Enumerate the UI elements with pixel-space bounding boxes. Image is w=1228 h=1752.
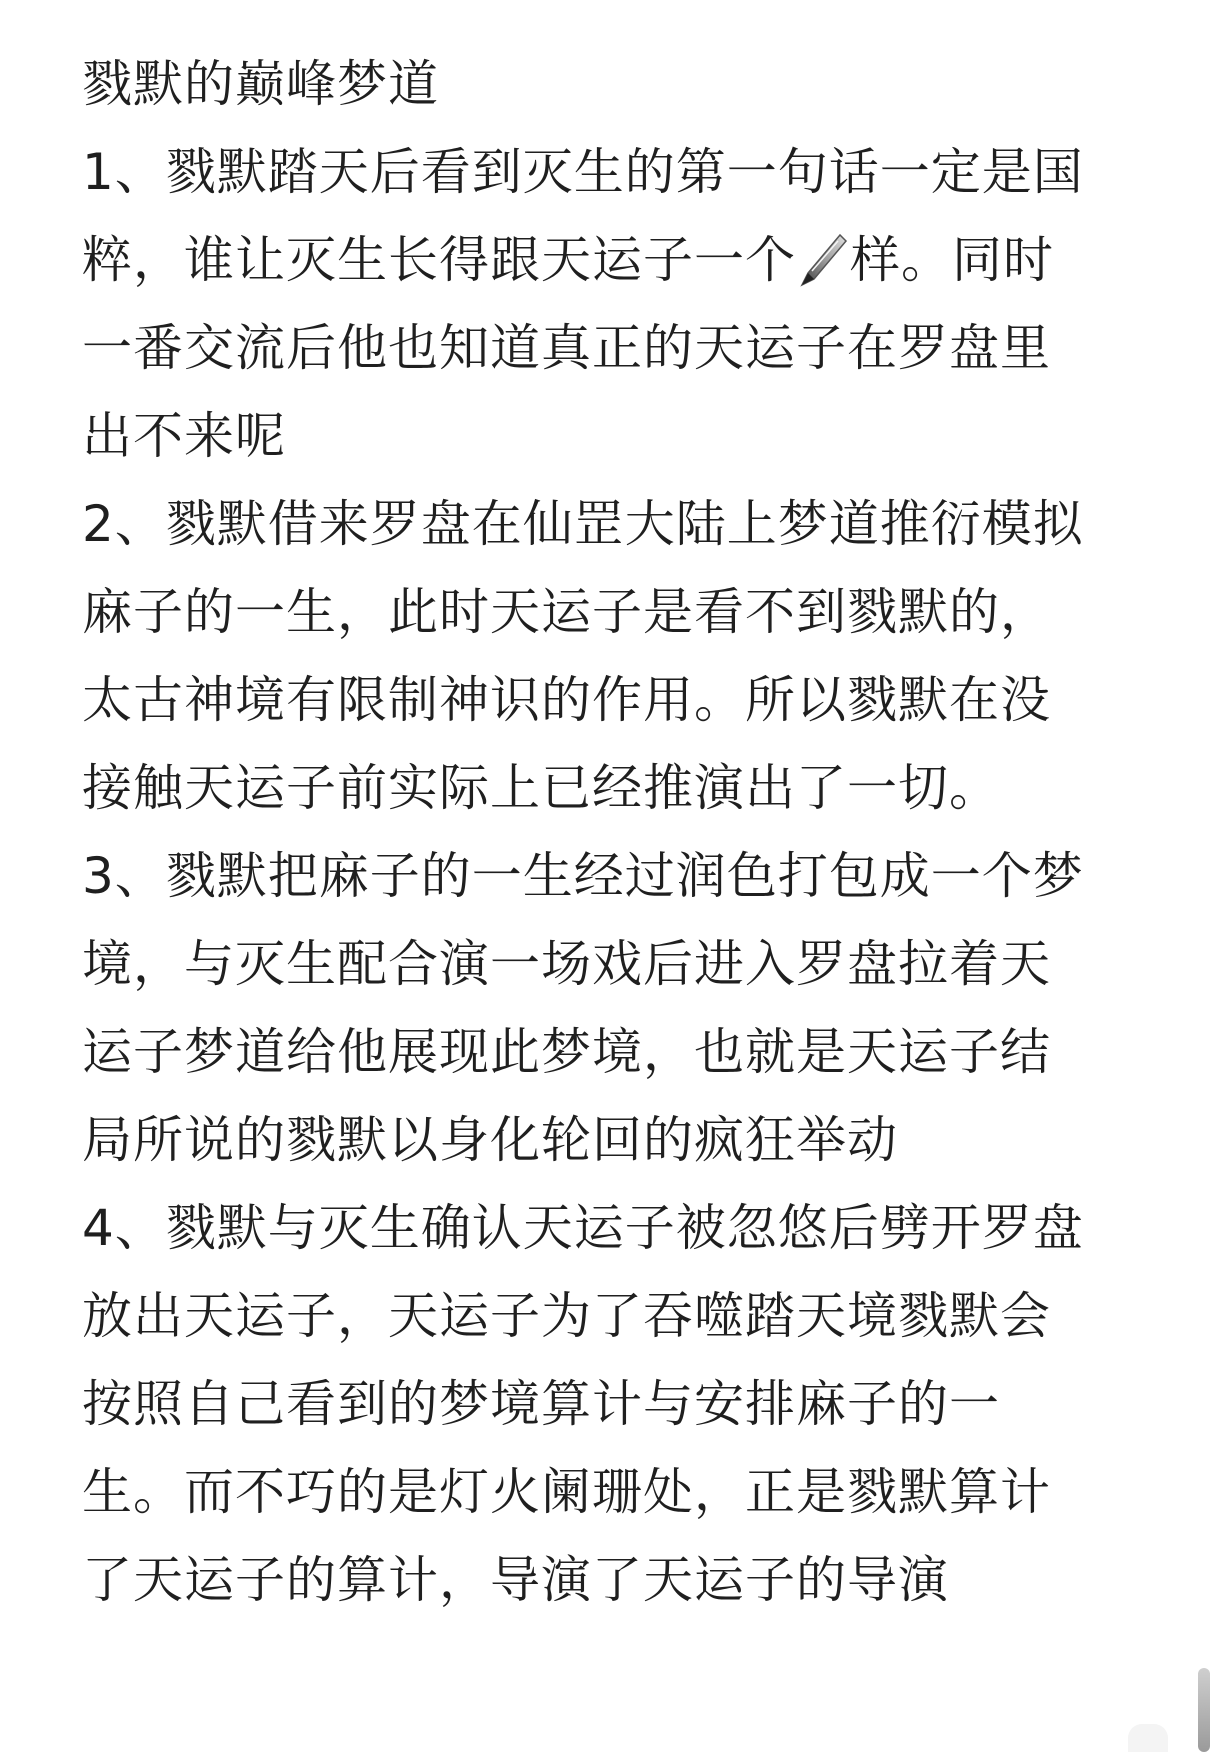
text-line: 太古神境有限制神识的作用。所以戮默在没 <box>82 671 1051 729</box>
text-line: 运子梦道给他展现此梦境，也就是天运子结 <box>82 1023 1051 1081</box>
text-segment: 粹，谁让灭生长得跟天运子一个 <box>82 231 796 289</box>
scrollbar-thumb[interactable] <box>1198 1668 1210 1752</box>
text-line: 了天运子的算计，导演了天运子的导演 <box>82 1551 949 1609</box>
text-line: 放出天运子，天运子为了吞噬踏天境戮默会 <box>82 1287 1051 1345</box>
scrollbar[interactable] <box>1198 1668 1210 1752</box>
text-line: 境，与灭生配合演一场戏后进入罗盘拉着天 <box>82 935 1051 993</box>
text-line: 按照自己看到的梦境算计与安排麻子的一 <box>82 1375 1000 1433</box>
text-segment: 样。同时 <box>850 231 1054 289</box>
document-title: 戮默的巅峰梦道 <box>82 55 439 113</box>
text-line: 3、戮默把麻子的一生经过润色打包成一个梦 <box>82 847 1084 905</box>
text-line: 麻子的一生，此时天运子是看不到戮默的， <box>82 583 1051 641</box>
text-line: 1、戮默踏天后看到灭生的第一句话一定是国 <box>82 143 1084 201</box>
text-line: 生。而不巧的是灯火阑珊处，正是戮默算计 <box>82 1463 1051 1521</box>
text-line: 4、戮默与灭生确认天运子被忽悠后劈开罗盘 <box>82 1199 1084 1257</box>
document-body <box>82 40 1144 1624</box>
text-line: 一番交流后他也知道真正的天运子在罗盘里 <box>82 319 1051 377</box>
text-line: 2、戮默借来罗盘在仙罡大陆上梦道推衍模拟 <box>82 495 1084 553</box>
pen-icon <box>798 228 848 288</box>
text-line: 出不来呢 <box>82 407 286 465</box>
corner-watermark <box>1128 1724 1168 1752</box>
text-line: 接触天运子前实际上已经推演出了一切。 <box>82 759 1000 817</box>
text-line: 局所说的戮默以身化轮回的疯狂举动 <box>82 1111 898 1169</box>
text-line <box>82 216 1144 304</box>
